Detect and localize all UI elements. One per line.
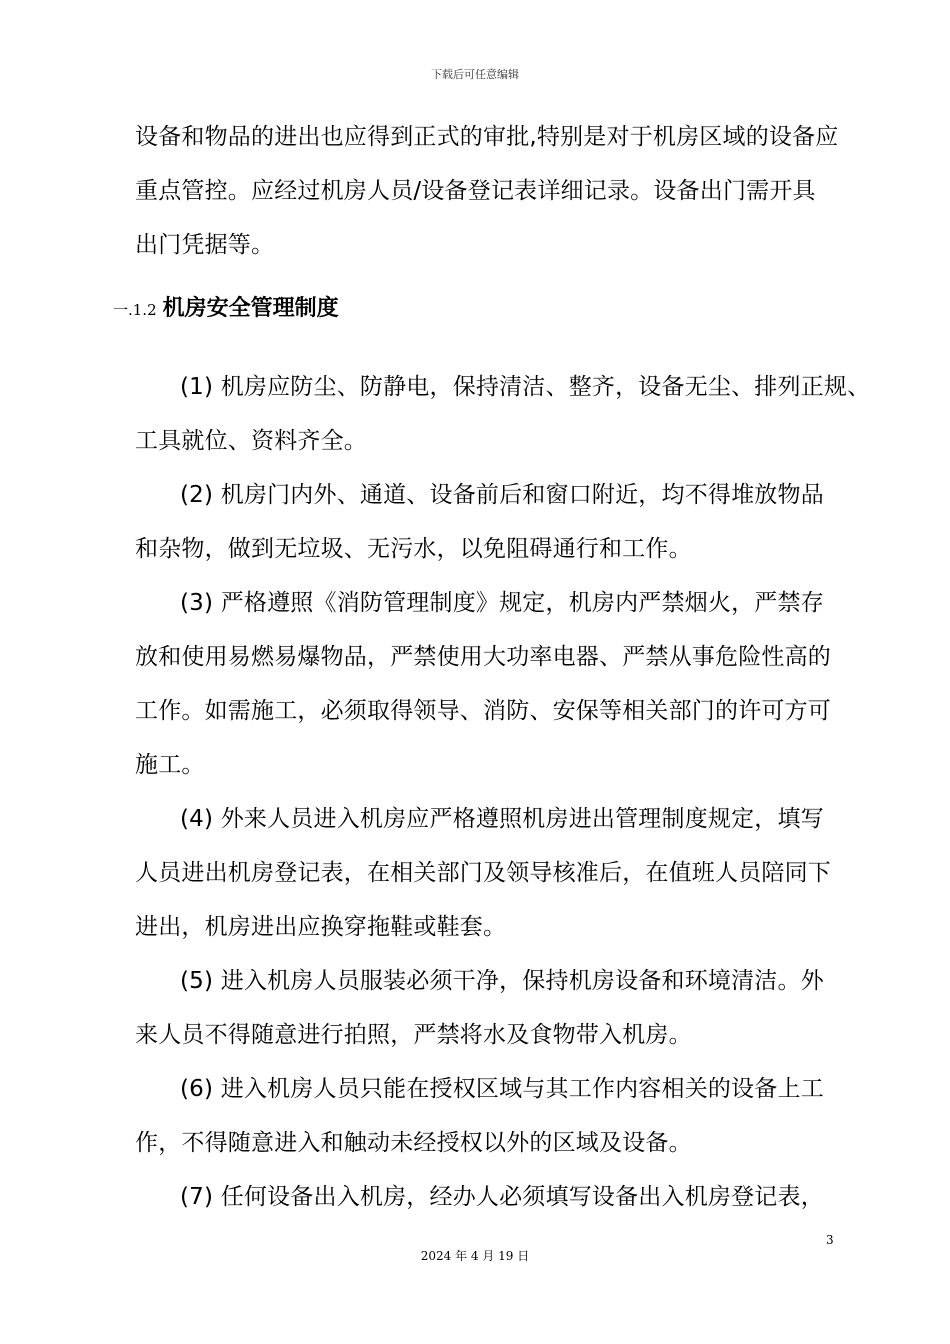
page-number: 3 [826,1233,834,1247]
intro-line: 重点管控。应经过机房人员/设备登记表详细记录。设备出门需开具 [135,178,816,204]
rule-item-line: 施工。 [135,752,205,778]
rule-item-line: (4) 外来人员进入机房应严格遵照机房进出管理制度规定，填写 [180,806,824,832]
rule-list [135,360,871,1224]
document-body [113,110,871,1224]
rule-item-line: (2) 机房门内外、通道、设备前后和窗口附近，均不得堆放物品 [180,482,824,508]
section-title: 机房安全管理制度 [162,296,339,321]
rule-item-line: 工具就位、资料齐全。 [135,428,367,454]
rule-item-line: 作，不得随意进入和触动未经授权以外的区域及设备。 [135,1130,692,1156]
intro-line: 出门凭据等。 [135,232,275,258]
section-heading [113,282,847,336]
rule-item-line: (1) 机房应防尘、防静电，保持清洁、整齐，设备无尘、排列正规、 [180,374,871,400]
rule-item-line: 人员进出机房登记表，在相关部门及领导核准后，在值班人员陪同下 [135,860,831,886]
footer-date: 2024 年 4 月 19 日 [420,1249,530,1263]
rule-item-line: 和杂物，做到无垃圾、无污水，以免阻碍通行和工作。 [135,536,692,562]
intro-line: 设备和物品的进出也应得到正式的审批,特别是对于机房区域的设备应 [135,124,839,150]
rule-item-line: 工作。如需施工，必须取得领导、消防、安保等相关部门的许可方可 [135,698,831,724]
rule-item-line: (3) 严格遵照《消防管理制度》规定，机房内严禁烟火，严禁存 [180,590,824,616]
section-number: 一.1.2 [113,301,157,319]
rule-item-line: 进出，机房进出应换穿拖鞋或鞋套。 [135,914,507,940]
rule-item-line: (7) 任何设备出入机房，经办人必须填写设备出入机房登记表， [180,1184,824,1210]
page-header: 下载后可任意编辑 [431,68,519,81]
rule-item-line: (6) 进入机房人员只能在授权区域与其工作内容相关的设备上工 [180,1076,824,1102]
rule-item-line: 来人员不得随意进行拍照，严禁将水及食物带入机房。 [135,1022,692,1048]
rule-item-line: (5) 进入机房人员服装必须干净，保持机房设备和环境清洁。外 [180,968,824,994]
rule-item-line: 放和使用易燃易爆物品，严禁使用大功率电器、严禁从事危险性高的 [135,644,831,670]
